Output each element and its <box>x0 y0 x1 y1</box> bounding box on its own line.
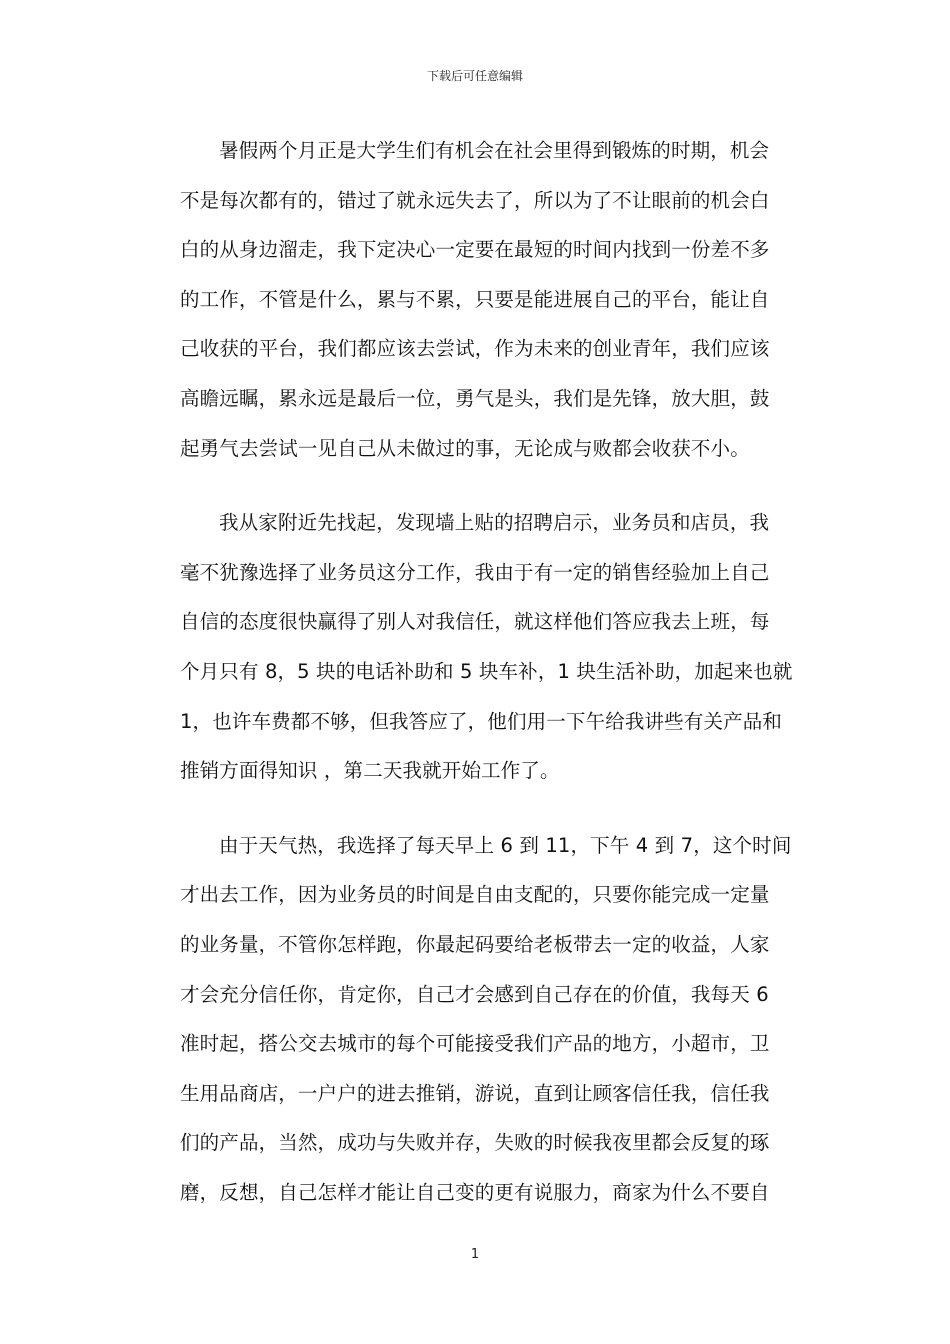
text-line: 起勇气去尝试一见自己从未做过的事，无论成与败都会收获不小。 <box>180 436 750 460</box>
paragraph-spacer <box>180 473 766 498</box>
text-line: 推销方面得知识 ，第二天我就开始工作了。 <box>180 759 560 783</box>
paragraph-1 <box>180 126 770 473</box>
text-line: 自信的态度很快赢得了别人对我信任，就这样他们答应我去上班，每 <box>180 610 770 634</box>
text-line: 高瞻远瞩，累永远是最后一位，勇气是头，我们是先锋，放大胆，鼓 <box>180 386 770 410</box>
text-line: 才出去工作，因为业务员的时间是自由支配的，只要你能完成一定量 <box>180 883 770 907</box>
text-line: 个月只有 8，5 块的电话补助和 5 块车补，1 块生活补助，加起来也就 <box>180 659 793 683</box>
text-line: 己收获的平台，我们都应该去尝试，作为未来的创业青年，我们应该 <box>180 337 770 361</box>
paragraph-spacer <box>180 796 766 821</box>
page-header-note: 下载后可任意编辑 <box>426 69 523 83</box>
text-line: 由于天气热，我选择了每天早上 6 到 11，下午 4 到 7，这个时间 <box>219 833 792 857</box>
text-line: 磨，反想，自己怎样才能让自己变的更有说服力，商家为什么不要自 <box>180 1180 770 1204</box>
text-line: 白的从身边溜走，我下定决心一定要在最短的时间内找到一份差不多 <box>180 238 770 262</box>
text-line: 的工作，不管是什么，累与不累，只要是能进展自己的平台，能让自 <box>180 287 770 311</box>
page-number: 1 <box>470 1247 480 1262</box>
text-line: 准时起，搭公交去城市的每个可能接受我们产品的地方，小超市，卫 <box>180 1032 770 1056</box>
text-line: 暑假两个月正是大学生们有机会在社会里得到锻炼的时期，机会 <box>219 139 770 162</box>
text-line: 们的产品，当然，成功与失败并存，失败的时候我夜里都会反复的琢 <box>180 1131 770 1155</box>
paragraph-3 <box>180 821 792 1218</box>
text-line: 我从家附近先找起，发现墙上贴的招聘启示，业务员和店员，我 <box>219 511 770 535</box>
document-body <box>180 126 793 1217</box>
text-line: 毫不犹豫选择了业务员这分工作，我由于有一定的销售经验加上自己 <box>180 560 770 584</box>
paragraph-2 <box>180 498 793 796</box>
text-line: 的业务量，不管你怎样跑，你最起码要给老板带去一定的收益，人家 <box>180 932 770 956</box>
text-line: 不是每次都有的，错过了就永远失去了，所以为了不让眼前的机会白 <box>180 188 770 212</box>
text-line: 1，也许车费都不够，但我答应了，他们用一下午给我讲些有关产品和 <box>180 709 783 733</box>
text-line: 才会充分信任你，肯定你，自己才会感到自己存在的价值，我每天 6 <box>180 982 769 1006</box>
text-line: 生用品商店，一户户的进去推销，游说，直到让顾客信任我，信任我 <box>180 1081 770 1105</box>
